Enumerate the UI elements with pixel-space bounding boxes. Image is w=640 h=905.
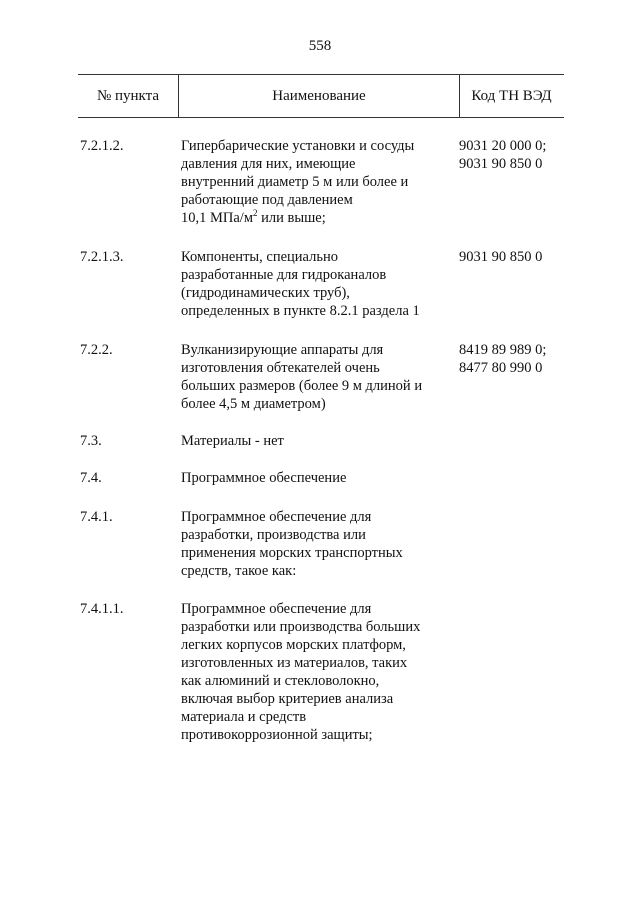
- row-number: 7.2.1.2.: [80, 138, 124, 154]
- row-name-fragment: 10,1 МПа/м: [181, 210, 254, 226]
- row-name-line: Компоненты, специально: [181, 249, 338, 265]
- header-col-name: Наименование: [178, 75, 460, 117]
- row-name: [181, 341, 456, 413]
- row-name-line: изготовленных из материалов, таких: [181, 655, 408, 671]
- row-name: [181, 469, 456, 487]
- row-number: 7.4.1.: [80, 509, 113, 525]
- row-name-superscript: 2: [253, 208, 258, 219]
- header-col-code: Код ТН ВЭД: [471, 88, 552, 104]
- row-name-line: определенных в пункте 8.2.1 раздела 1: [181, 303, 420, 319]
- row-code-line: 9031 20 000 0;: [459, 138, 547, 154]
- row-name-line: разработки или производства больших: [181, 619, 421, 635]
- row-number: 7.4.: [80, 470, 102, 486]
- row-name-line: противокоррозионной защиты;: [181, 727, 373, 743]
- header-col-number: № пункта: [96, 88, 160, 104]
- row-name-line: материала и средств: [181, 709, 307, 725]
- row-name-line: Программное обеспечение для: [181, 509, 372, 525]
- row-name-line: Материалы - нет: [181, 433, 284, 449]
- row-name-line: средств, такое как:: [181, 563, 297, 579]
- row-code: [459, 248, 542, 266]
- row-code-line: 8419 89 989 0;: [459, 342, 547, 358]
- row-name-line: (гидродинамических труб),: [181, 285, 350, 301]
- row-name-line: Программное обеспечение для: [181, 601, 372, 617]
- row-name-line: разработки, производства или: [181, 527, 366, 543]
- row-name-line: работающие под давлением: [181, 192, 353, 208]
- row-code: [459, 341, 546, 377]
- row-name: [181, 508, 456, 580]
- row-name: [181, 248, 456, 320]
- table-header: [78, 74, 564, 118]
- row-name-line: внутренний диаметр 5 м или более и: [181, 174, 409, 190]
- row-number: 7.4.1.1.: [80, 601, 124, 617]
- row-name-line: применения морских транспортных: [181, 545, 403, 561]
- row-number: 7.2.1.3.: [80, 249, 124, 265]
- row-name-line: [181, 209, 456, 227]
- page-number: 558: [308, 38, 332, 54]
- row-name-line: легких корпусов морских платформ,: [181, 637, 406, 653]
- row-code: [459, 137, 546, 173]
- row-name-line: включая выбор критериев анализа: [181, 691, 394, 707]
- row-number: 7.3.: [80, 433, 102, 449]
- row-name-line: Вулканизирующие аппараты для: [181, 342, 384, 358]
- row-name-line: как алюминий и стекловолокно,: [181, 673, 380, 689]
- row-number: 7.2.2.: [80, 342, 113, 358]
- row-name-line: изготовления обтекателей очень: [181, 360, 380, 376]
- row-name-line: Программное обеспечение: [181, 470, 347, 486]
- row-code-line: 8477 80 990 0: [459, 360, 543, 376]
- row-name-fragment: или выше;: [257, 210, 326, 226]
- row-code-line: 9031 90 850 0: [459, 156, 543, 172]
- row-name-line: более 4,5 м диаметром): [181, 396, 326, 412]
- row-name: [181, 432, 456, 450]
- row-name-line: Гипербарические установки и сосуды: [181, 138, 415, 154]
- row-name: [181, 600, 456, 744]
- row-name-line: давления для них, имеющие: [181, 156, 356, 172]
- row-name: [181, 137, 456, 227]
- row-name-line: разработанные для гидроканалов: [181, 267, 387, 283]
- row-code-line: 9031 90 850 0: [459, 249, 543, 265]
- row-name-line: больших размеров (более 9 м длиной и: [181, 378, 423, 394]
